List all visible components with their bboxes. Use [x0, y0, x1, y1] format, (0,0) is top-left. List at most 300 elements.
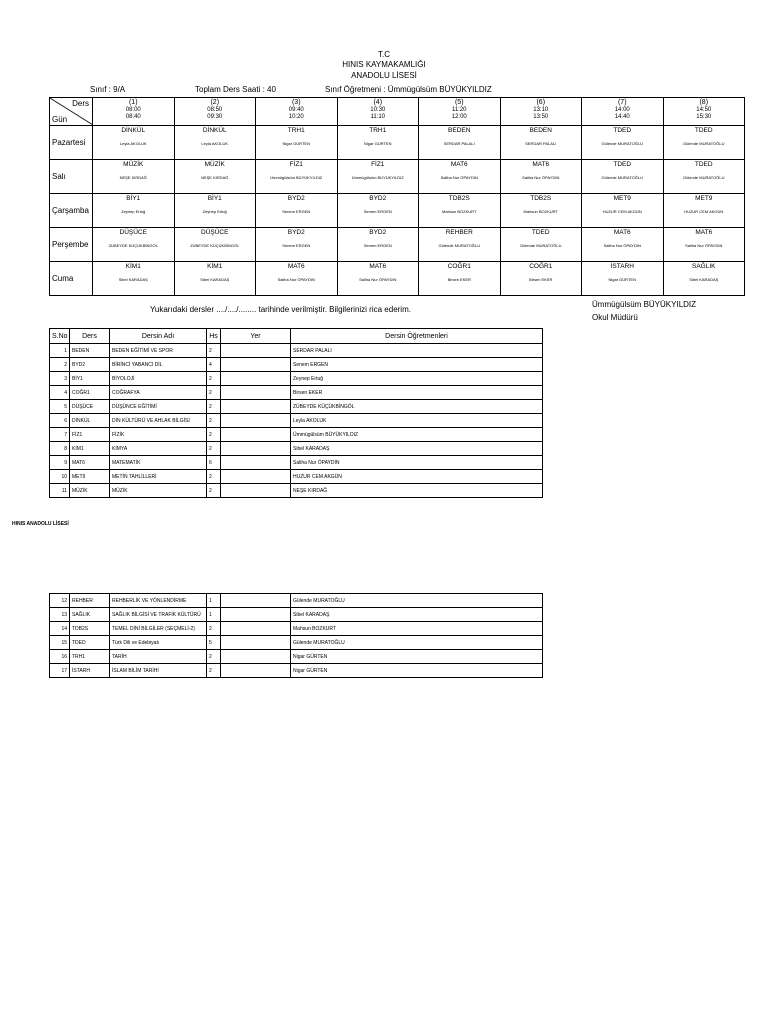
- lesson-code-cell: BYD2: [70, 358, 110, 372]
- hours-cell: 2: [207, 442, 221, 456]
- lesson-cell: [93, 126, 175, 160]
- lesson-code: BYD2: [369, 229, 387, 236]
- header-line-kaymakamlik: HINIS KAYMAKAMLIĞI: [342, 60, 426, 69]
- lesson-teacher: Zeynep Ertuğ: [202, 209, 227, 214]
- lesson-teacher: Nigar GÜRTEN: [608, 277, 636, 282]
- lesson-name-cell: BİRİNCİ YABANCI DİL: [110, 358, 207, 372]
- lesson-cell: [663, 194, 745, 228]
- lesson-table-row: [50, 386, 543, 400]
- lesson-code: KİM1: [125, 263, 141, 270]
- lesson-table-row: [50, 664, 543, 678]
- lesson-code-cell: TDED: [70, 636, 110, 650]
- lesson-teacher: Saliha Nur ÖPAYDIN: [522, 175, 560, 180]
- lesson-cell: [256, 194, 338, 228]
- header-dersin-adi: Dersin Adı: [110, 329, 207, 344]
- lesson-name-cell: KİMYA: [110, 442, 207, 456]
- hours-cell: 2: [207, 428, 221, 442]
- place-cell: [221, 344, 291, 358]
- period-header-cell: [582, 98, 664, 126]
- row-number: 1: [50, 344, 70, 358]
- lesson-teacher: Ümmügülsüm BÜYÜKYILDIZ: [270, 175, 323, 180]
- signature-title: Okul Müdürü: [592, 313, 638, 322]
- lesson-code: İSTARH: [610, 263, 634, 270]
- period-start-time: 11:20: [451, 106, 467, 113]
- lesson-code: TRH1: [369, 127, 387, 134]
- lesson-cell: [663, 160, 745, 194]
- period-number: (5): [454, 99, 464, 106]
- lesson-cell: [337, 160, 419, 194]
- lesson-cell: [500, 262, 582, 296]
- teacher-cell: Nigar GÜRTEN: [291, 650, 543, 664]
- row-number: 4: [50, 386, 70, 400]
- lesson-teacher: SERDAR PALALI: [525, 141, 557, 146]
- place-cell: [221, 400, 291, 414]
- place-cell: [221, 484, 291, 498]
- lesson-code: COĞR1: [447, 263, 471, 270]
- lesson-code: TDB2S: [448, 195, 470, 202]
- corner-gun-label: Gün: [52, 115, 68, 124]
- header-ogretmenler: Dersin Öğretmenleri: [291, 329, 543, 344]
- row-number: 16: [50, 650, 70, 664]
- lesson-name-cell: İSLAM BİLİM TARİHİ: [110, 664, 207, 678]
- lesson-cell: [174, 262, 256, 296]
- row-number: 6: [50, 414, 70, 428]
- lesson-table-row: [50, 470, 543, 484]
- lesson-code: COĞR1: [529, 263, 553, 270]
- lesson-teacher: Saliha Nur ÖPAYDIN: [277, 277, 315, 282]
- period-end-time: 12:00: [451, 114, 467, 120]
- place-cell: [221, 622, 291, 636]
- lesson-cell: [256, 228, 338, 262]
- lesson-teacher: Nigar GÜRTEN: [282, 141, 310, 146]
- lesson-code: DİNKÜL: [121, 127, 146, 134]
- lesson-cell: [582, 228, 664, 262]
- lesson-code-cell: SAĞLIK: [70, 608, 110, 622]
- lesson-name-cell: BEDEN EĞİTİMİ VE SPOR: [110, 344, 207, 358]
- lesson-teacher: Birsen EKER: [529, 277, 553, 282]
- lesson-list-table: [49, 328, 543, 498]
- lesson-name-cell: SAĞLIK BİLGİSİ VE TRAFİK KÜLTÜRÜ: [110, 608, 207, 622]
- lesson-list-table-continued: [49, 593, 543, 678]
- lesson-code-cell: MET9: [70, 470, 110, 484]
- period-header-cell: [174, 98, 256, 126]
- schedule-header-row: [50, 98, 745, 126]
- lesson-cell: [174, 194, 256, 228]
- lesson-teacher: Sibel KARADAŞ: [200, 277, 230, 282]
- place-cell: [221, 386, 291, 400]
- class-teacher-label: Sınıf Öğretmeni : Ümmügülsüm BÜYÜKYILDIZ: [325, 85, 492, 94]
- lesson-table-row: [50, 442, 543, 456]
- lesson-name-cell: REHBERLİK VE YÖNLENDİRME: [110, 594, 207, 608]
- hours-cell: 2: [207, 650, 221, 664]
- lesson-cell: [419, 194, 501, 228]
- lesson-teacher: Nigar GÜRTEN: [364, 141, 392, 146]
- corner-ders-label: Ders: [72, 99, 89, 108]
- period-number: (1): [128, 99, 138, 106]
- lesson-teacher: NEŞE KIRDAĞ: [201, 175, 229, 180]
- lesson-cell: [500, 126, 582, 160]
- lesson-teacher: HUZUR CEM AKGÜN: [602, 209, 642, 214]
- lesson-table-header-row: [50, 329, 543, 344]
- lesson-code-cell: DÜŞÜCE: [70, 400, 110, 414]
- lesson-teacher: Senem ERGEN: [363, 209, 392, 214]
- row-number: 7: [50, 428, 70, 442]
- teacher-cell: Birsen EKER: [291, 386, 543, 400]
- period-start-time: 14:50: [696, 106, 712, 113]
- lesson-teacher: Gülende MURATOĞLU: [683, 141, 725, 146]
- lesson-name-cell: DİN KÜLTÜRÜ VE AHLAK BİLGİSİ: [110, 414, 207, 428]
- lesson-name-cell: MÜZİK: [110, 484, 207, 498]
- lesson-table-row: [50, 594, 543, 608]
- schedule-day-row: [50, 160, 745, 194]
- lesson-teacher: Gülende MURATOĞLU: [683, 175, 725, 180]
- lesson-code-cell: İSTARH: [70, 664, 110, 678]
- row-number: 2: [50, 358, 70, 372]
- lesson-cell: [337, 194, 419, 228]
- lesson-teacher: Senem ERGEN: [282, 243, 311, 248]
- row-number: 8: [50, 442, 70, 456]
- schedule-day-row: [50, 126, 745, 160]
- lesson-teacher: ZÜBEYDE KÜÇÜKBİNGÖL: [108, 243, 158, 248]
- lesson-code: MAT6: [369, 263, 387, 270]
- lesson-teacher: Gülende MURATOĞLU: [520, 243, 562, 248]
- period-start-time: 09:40: [288, 106, 304, 113]
- place-cell: [221, 414, 291, 428]
- lesson-name-cell: Türk Dili ve Edebiyatı: [110, 636, 207, 650]
- teacher-cell: Leyla AKOLUK: [291, 414, 543, 428]
- teacher-cell: SERDAR PALALI: [291, 344, 543, 358]
- teacher-cell: ZÜBEYDE KÜÇÜKBİNGÖL: [291, 400, 543, 414]
- period-end-time: 15:30: [696, 114, 712, 120]
- hours-cell: 2: [207, 484, 221, 498]
- lesson-code: BEDEN: [448, 127, 471, 134]
- day-name-cell: Salı: [50, 160, 93, 194]
- period-start-time: 14:00: [614, 106, 630, 113]
- teacher-cell: Saliha Nur ÖPAYDIN: [291, 456, 543, 470]
- lesson-code: DİNKÜL: [202, 127, 227, 134]
- period-start-time: 10:30: [370, 106, 386, 113]
- lesson-cell: [337, 262, 419, 296]
- lesson-name-cell: FİZİK: [110, 428, 207, 442]
- lesson-code: MET9: [695, 195, 713, 202]
- period-header-cell: [419, 98, 501, 126]
- header-ders: Ders: [70, 329, 110, 344]
- lesson-name-cell: METİN TAHLİLLERİ: [110, 470, 207, 484]
- place-cell: [221, 372, 291, 386]
- period-start-time: 08:50: [207, 106, 223, 113]
- row-number: 12: [50, 594, 70, 608]
- lesson-cell: [419, 228, 501, 262]
- hours-cell: 2: [207, 386, 221, 400]
- lesson-code-cell: MAT6: [70, 456, 110, 470]
- lesson-code: MAT6: [613, 229, 631, 236]
- lesson-teacher: SERDAR PALALI: [443, 141, 475, 146]
- lesson-cell: [663, 228, 745, 262]
- lesson-cell: [337, 228, 419, 262]
- period-end-time: 13:50: [533, 114, 549, 120]
- lesson-cell: [174, 126, 256, 160]
- lesson-cell: [93, 160, 175, 194]
- lesson-code-cell: BİY1: [70, 372, 110, 386]
- row-number: 13: [50, 608, 70, 622]
- lesson-cell: [663, 262, 745, 296]
- lesson-code: TDB2S: [530, 195, 552, 202]
- lesson-code: REHBER: [445, 229, 473, 236]
- teacher-cell: Zeynep Ertuğ: [291, 372, 543, 386]
- header-line-tc: T.C: [378, 50, 390, 59]
- lesson-teacher: Zeynep Ertuğ: [121, 209, 146, 214]
- teacher-cell: Ümmügülsüm BÜYÜKYILDIZ: [291, 428, 543, 442]
- lesson-code: MÜZİK: [204, 161, 225, 168]
- place-cell: [221, 664, 291, 678]
- period-header-cell: [500, 98, 582, 126]
- row-number: 3: [50, 372, 70, 386]
- lesson-cell: [419, 126, 501, 160]
- header-hs: Hs: [207, 329, 221, 344]
- period-number: (6): [536, 99, 546, 106]
- lesson-cell: [582, 160, 664, 194]
- lesson-code: BYD2: [369, 195, 387, 202]
- lesson-table-row: [50, 414, 543, 428]
- lesson-code: TDED: [531, 229, 550, 236]
- lesson-table-row: [50, 372, 543, 386]
- lesson-code: DÜŞÜCE: [201, 229, 229, 236]
- lesson-cell: [582, 126, 664, 160]
- row-number: 5: [50, 400, 70, 414]
- lesson-teacher: Saliha Nur ÖPAYDIN: [603, 243, 641, 248]
- lesson-code: MAT6: [287, 263, 305, 270]
- teacher-cell: Sibel KARADAŞ: [291, 442, 543, 456]
- place-cell: [221, 608, 291, 622]
- day-name-cell: Cuma: [50, 262, 93, 296]
- lesson-code-cell: COĞR1: [70, 386, 110, 400]
- signature-name: Ümmügülsüm BÜYÜKYILDIZ: [592, 300, 697, 309]
- teacher-cell: Gülende MURATOĞLU: [291, 636, 543, 650]
- lesson-teacher: Gülende MURATOĞLU: [601, 141, 643, 146]
- lesson-cell: [582, 262, 664, 296]
- lesson-teacher: Gülende MURATOĞLU: [438, 243, 480, 248]
- lesson-code: TRH1: [287, 127, 305, 134]
- lesson-cell: [500, 160, 582, 194]
- hours-cell: 2: [207, 470, 221, 484]
- lesson-code: BEDEN: [529, 127, 552, 134]
- day-name-cell: Perşembe: [50, 228, 93, 262]
- lesson-code: TDED: [613, 127, 632, 134]
- period-number: (3): [291, 99, 301, 106]
- period-start-time: 08:00: [125, 106, 141, 113]
- hours-cell: 5: [207, 636, 221, 650]
- class-label: Sınıf : 9/A: [90, 85, 126, 94]
- teacher-cell: Sibel KARADAŞ: [291, 608, 543, 622]
- place-cell: [221, 594, 291, 608]
- lesson-code: MAT6: [532, 161, 550, 168]
- hours-cell: 2: [207, 622, 221, 636]
- lesson-cell: [337, 126, 419, 160]
- teacher-cell: HUZUR CEM AKGÜN: [291, 470, 543, 484]
- lesson-teacher: Ümmügülsüm BÜYÜKYILDIZ: [351, 175, 404, 180]
- lesson-code-cell: REHBER: [70, 594, 110, 608]
- hours-cell: 2: [207, 344, 221, 358]
- lesson-cell: [663, 126, 745, 160]
- schedule-day-row: [50, 228, 745, 262]
- period-header-cell: [663, 98, 745, 126]
- total-hours-label: Toplam Ders Saati : 40: [195, 85, 276, 94]
- lesson-code-cell: MÜZİK: [70, 484, 110, 498]
- lesson-cell: [419, 262, 501, 296]
- period-number: (8): [699, 99, 709, 106]
- hours-cell: 6: [207, 456, 221, 470]
- schedule-corner-cell: [50, 98, 93, 126]
- period-end-time: 14:40: [614, 114, 630, 120]
- lesson-code: TDED: [613, 161, 632, 168]
- lesson-teacher: Gülende MURATOĞLU: [601, 175, 643, 180]
- lesson-code-cell: KİM1: [70, 442, 110, 456]
- lesson-table-row: [50, 636, 543, 650]
- place-cell: [221, 650, 291, 664]
- lesson-code-cell: TDB2S: [70, 622, 110, 636]
- teacher-cell: Nigar GÜRTEN: [291, 664, 543, 678]
- period-number: (4): [373, 99, 383, 106]
- header-line-school: ANADOLU LİSESİ: [351, 71, 417, 80]
- lesson-teacher: Senem ERGEN: [282, 209, 311, 214]
- period-number: (2): [210, 99, 220, 106]
- hours-cell: 1: [207, 594, 221, 608]
- teacher-cell: NEŞE KIRDAĞ: [291, 484, 543, 498]
- lesson-teacher: ZÜBEYDE KÜÇÜKBİNGÖL: [190, 243, 240, 248]
- place-cell: [221, 428, 291, 442]
- row-number: 14: [50, 622, 70, 636]
- period-end-time: 09:30: [207, 114, 223, 120]
- lesson-teacher: Saliha Nur ÖPAYDIN: [440, 175, 478, 180]
- row-number: 9: [50, 456, 70, 470]
- lesson-name-cell: COĞRAFYA: [110, 386, 207, 400]
- lesson-table-row: [50, 400, 543, 414]
- place-cell: [221, 358, 291, 372]
- lesson-teacher: Leyla AKOLUK: [201, 141, 229, 146]
- lesson-teacher: Sibel KARADAŞ: [118, 277, 148, 282]
- hours-cell: 4: [207, 358, 221, 372]
- place-cell: [221, 456, 291, 470]
- lesson-code: TDED: [694, 161, 713, 168]
- hours-cell: 2: [207, 414, 221, 428]
- row-number: 11: [50, 484, 70, 498]
- row-number: 15: [50, 636, 70, 650]
- lesson-name-cell: MATEMATİK: [110, 456, 207, 470]
- day-name-cell: Çarşamba: [50, 194, 93, 228]
- period-header-cell: [256, 98, 338, 126]
- lesson-teacher: Mahsun BOZKURT: [523, 209, 558, 214]
- lesson-cell: [256, 262, 338, 296]
- lesson-code: MAT6: [695, 229, 713, 236]
- lesson-code-cell: DİNKÜL: [70, 414, 110, 428]
- period-end-time: 10:20: [288, 114, 304, 120]
- hours-cell: 2: [207, 372, 221, 386]
- lesson-table-row: [50, 650, 543, 664]
- lesson-cell: [93, 262, 175, 296]
- lesson-teacher: Mahsun BOZKURT: [442, 209, 477, 214]
- period-end-time: 11:10: [370, 114, 386, 120]
- lesson-code: FİZ1: [371, 161, 385, 168]
- teacher-cell: Gülende MURATOĞLU: [291, 594, 543, 608]
- lesson-code: SAĞLIK: [692, 263, 716, 270]
- lesson-name-cell: TARİH: [110, 650, 207, 664]
- lesson-code-cell: TRH1: [70, 650, 110, 664]
- lesson-name-cell: DÜŞÜNCE EĞİTİMİ: [110, 400, 207, 414]
- row-number: 17: [50, 664, 70, 678]
- lesson-table-row: [50, 358, 543, 372]
- lesson-cell: [93, 194, 175, 228]
- lesson-cell: [419, 160, 501, 194]
- lesson-code: FİZ1: [289, 161, 303, 168]
- day-name-cell: Pazartesi: [50, 126, 93, 160]
- schedule-day-row: [50, 194, 745, 228]
- lesson-cell: [500, 228, 582, 262]
- school-name-footer: HINIS ANADOLU LİSESİ: [12, 521, 69, 527]
- lesson-teacher: Saliha Nur ÖPAYDIN: [359, 277, 397, 282]
- lesson-cell: [582, 194, 664, 228]
- notice-text: Yukarıdaki dersler ..../..../........ tarihinde verilmiştir. Bilgilerinizi rica ederim.: [150, 305, 411, 314]
- lesson-table-row: [50, 456, 543, 470]
- lesson-cell: [256, 160, 338, 194]
- lesson-code: DÜŞÜCE: [119, 229, 147, 236]
- lesson-table-row: [50, 622, 543, 636]
- period-header-cell: [337, 98, 419, 126]
- lesson-code: BYD2: [287, 229, 305, 236]
- header-sno: S.No: [50, 329, 70, 344]
- lesson-teacher: Saliha Nur ÖPAYDIN: [685, 243, 723, 248]
- lesson-teacher: HUZUR CEM AKGÜN: [684, 209, 724, 214]
- schedule-day-row: [50, 262, 745, 296]
- period-end-time: 08:40: [125, 114, 141, 120]
- lesson-teacher: Leyla AKOLUK: [119, 141, 147, 146]
- row-number: 10: [50, 470, 70, 484]
- period-header-cell: [93, 98, 175, 126]
- lesson-teacher: Senem ERGEN: [363, 243, 392, 248]
- period-start-time: 13:10: [533, 106, 549, 113]
- period-number: (7): [617, 99, 627, 106]
- lesson-cell: [93, 228, 175, 262]
- lesson-code: BYD2: [287, 195, 305, 202]
- place-cell: [221, 636, 291, 650]
- lesson-code: BİY1: [207, 195, 222, 202]
- hours-cell: 2: [207, 664, 221, 678]
- teacher-cell: Mahsun BOZKURT: [291, 622, 543, 636]
- place-cell: [221, 442, 291, 456]
- lesson-code: TDED: [694, 127, 713, 134]
- lesson-name-cell: TEMEL DİNİ BİLGİLER (SEÇMELİ-2): [110, 622, 207, 636]
- lesson-cell: [174, 160, 256, 194]
- lesson-code: BİY1: [126, 195, 141, 202]
- lesson-table-row: [50, 428, 543, 442]
- lesson-code: MET9: [613, 195, 631, 202]
- weekly-schedule-table: [49, 97, 745, 296]
- lesson-code-cell: BEDEN: [70, 344, 110, 358]
- lesson-code: MÜZİK: [123, 161, 144, 168]
- lesson-cell: [256, 126, 338, 160]
- lesson-table-row: [50, 484, 543, 498]
- lesson-cell: [174, 228, 256, 262]
- lesson-name-cell: BİYOLOJİ: [110, 372, 207, 386]
- lesson-teacher: NEŞE KIRDAĞ: [119, 175, 147, 180]
- lesson-table-row: [50, 608, 543, 622]
- lesson-teacher: Birsen EKER: [447, 277, 471, 282]
- teacher-cell: Senem ERGEN: [291, 358, 543, 372]
- header-yer: Yer: [221, 329, 291, 344]
- hours-cell: 1: [207, 608, 221, 622]
- lesson-table-row: [50, 344, 543, 358]
- lesson-code: KİM1: [207, 263, 223, 270]
- lesson-teacher: Sibel KARADAŞ: [689, 277, 719, 282]
